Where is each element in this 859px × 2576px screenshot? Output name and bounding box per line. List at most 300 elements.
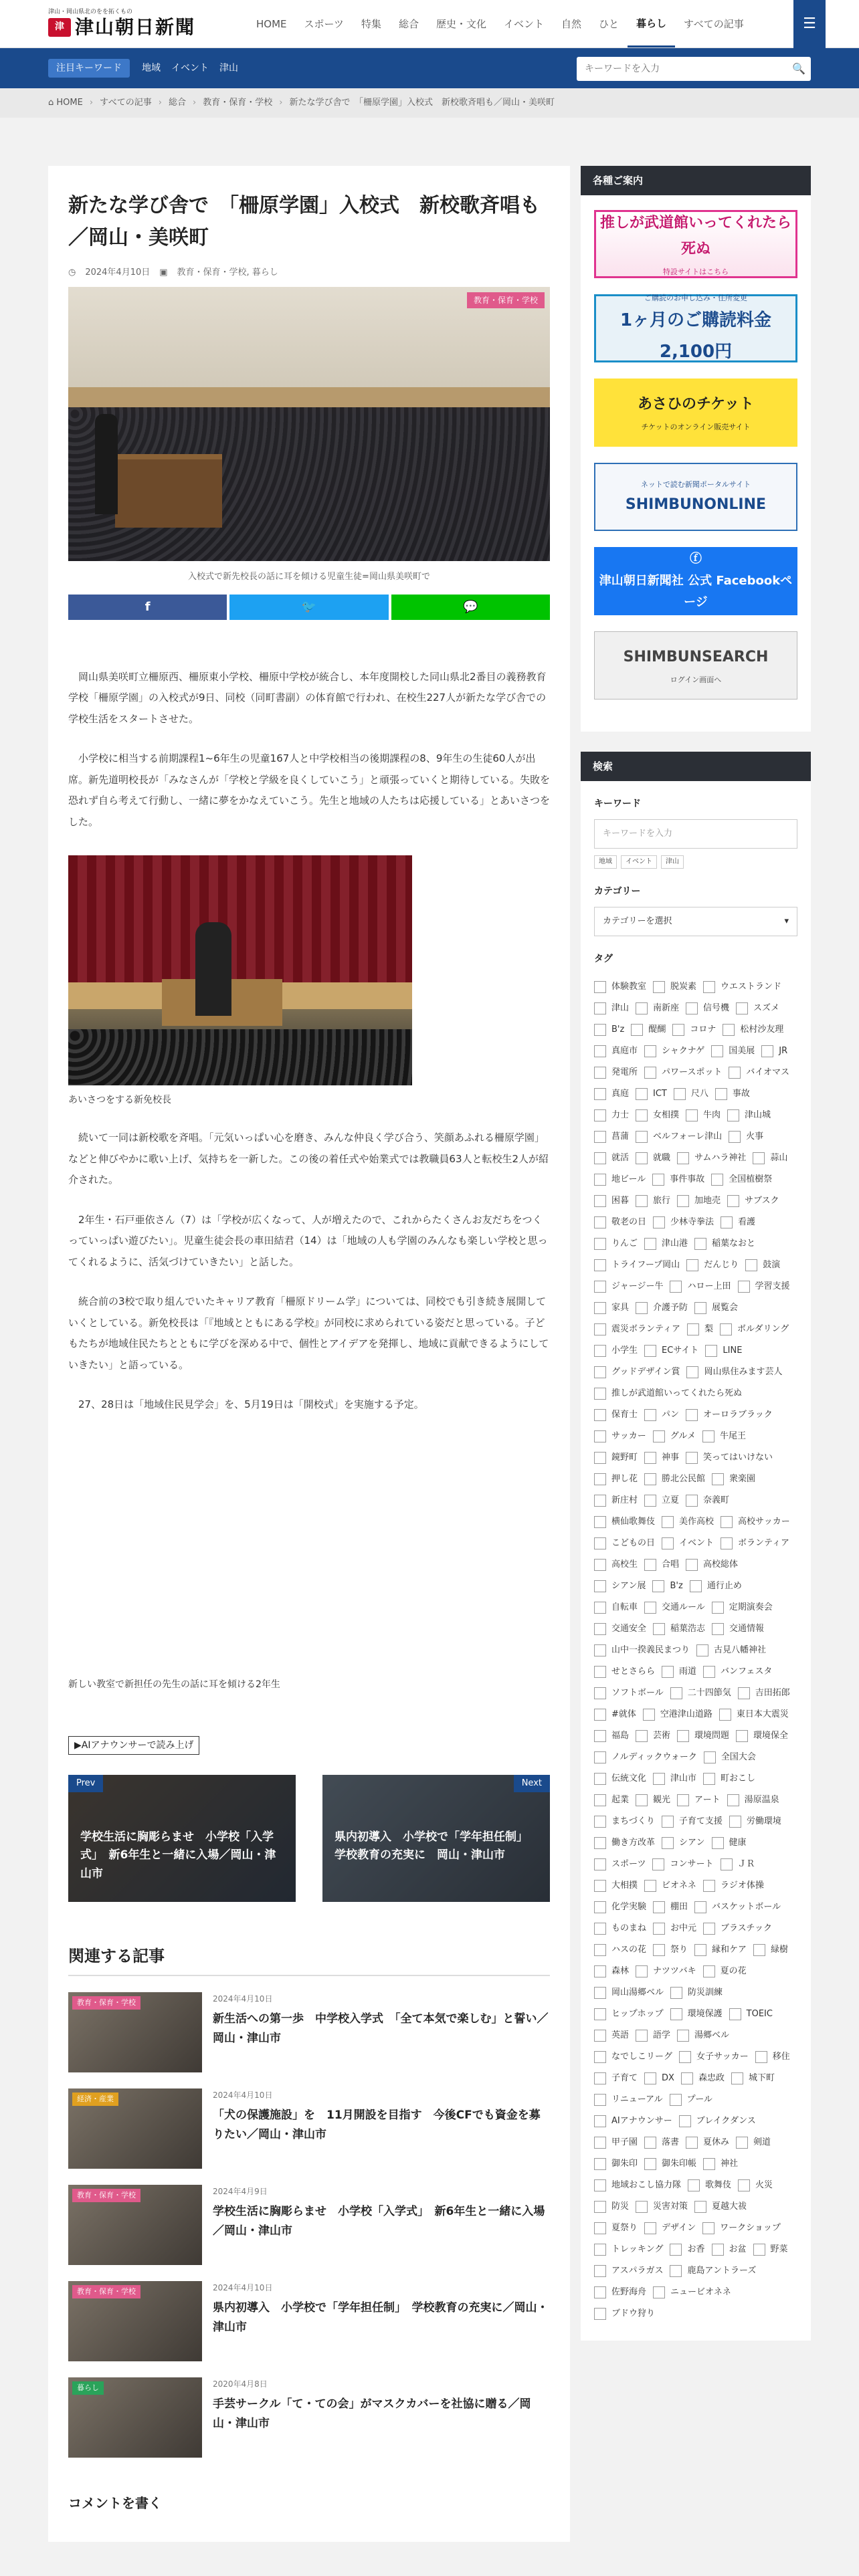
tag-checkbox[interactable] — [738, 1683, 790, 1704]
tag-checkbox[interactable] — [755, 2046, 790, 2068]
checkbox[interactable] — [644, 1495, 656, 1507]
tag-checkbox[interactable] — [636, 1190, 670, 1212]
tag-checkbox[interactable] — [594, 2282, 646, 2303]
checkbox[interactable] — [662, 1516, 674, 1528]
checkbox[interactable] — [594, 2072, 606, 2084]
checkbox[interactable] — [703, 1923, 715, 1935]
checkbox[interactable] — [652, 1580, 664, 1592]
tag-checkbox[interactable] — [720, 1319, 789, 1340]
tag-checkbox[interactable] — [652, 1854, 713, 1875]
tag-checkbox[interactable] — [594, 1041, 638, 1062]
checkbox[interactable] — [644, 1452, 656, 1464]
related-item[interactable] — [68, 2281, 550, 2361]
checkbox[interactable] — [594, 1987, 606, 1999]
tag-checkbox[interactable] — [694, 1297, 738, 1319]
tag-checkbox[interactable] — [703, 1961, 747, 1982]
tag-checkbox[interactable] — [679, 2111, 756, 2132]
nav-sports[interactable]: スポーツ — [304, 18, 344, 30]
checkbox[interactable] — [653, 2286, 665, 2298]
tag-checkbox[interactable] — [594, 1212, 646, 1233]
checkbox[interactable] — [594, 1024, 606, 1036]
checkbox[interactable] — [702, 2222, 714, 2234]
checkbox[interactable] — [594, 1730, 606, 1742]
tag-checkbox[interactable] — [636, 1148, 670, 1169]
tag-checkbox[interactable] — [636, 1083, 667, 1105]
related-thumbnail[interactable] — [68, 2088, 202, 2169]
checkbox[interactable] — [738, 1687, 750, 1699]
tag-checkbox[interactable] — [738, 2175, 773, 2196]
tag-checkbox[interactable] — [594, 1982, 664, 2004]
tag-checkbox[interactable] — [723, 1019, 783, 1041]
checkbox[interactable] — [738, 2179, 750, 2191]
checkbox[interactable] — [702, 1430, 714, 1442]
checkbox[interactable] — [653, 981, 665, 993]
checkbox[interactable] — [644, 1238, 656, 1250]
nav-history-culture[interactable]: 歴史・文化 — [436, 18, 486, 30]
tag-checkbox[interactable] — [670, 1683, 731, 1704]
tag-checkbox[interactable] — [644, 2153, 696, 2175]
checkbox[interactable] — [594, 1302, 606, 1314]
tag-checkbox[interactable] — [686, 1105, 721, 1126]
tag-checkbox[interactable] — [738, 1276, 790, 1297]
tag-checkbox[interactable] — [670, 2260, 756, 2282]
tag-checkbox[interactable] — [686, 1490, 729, 1511]
checkbox[interactable] — [594, 1430, 606, 1442]
checkbox[interactable] — [644, 2072, 656, 2084]
keyword-chip[interactable]: 津山 — [661, 855, 684, 869]
tag-checkbox[interactable] — [652, 1169, 704, 1190]
checkbox[interactable] — [703, 1773, 715, 1785]
tag-checkbox[interactable] — [594, 1918, 646, 1939]
checkbox[interactable] — [594, 1323, 606, 1335]
sidebar-keyword-input[interactable]: キーワードを入力 — [594, 819, 797, 849]
checkbox[interactable] — [594, 1174, 606, 1186]
subscription-banner[interactable] — [594, 294, 797, 362]
tag-checkbox[interactable] — [594, 2175, 681, 2196]
checkbox[interactable] — [594, 2094, 606, 2106]
tag-checkbox[interactable] — [594, 976, 646, 998]
checkbox[interactable] — [694, 1901, 706, 1913]
checkbox[interactable] — [594, 1088, 606, 1100]
tag-checkbox[interactable] — [662, 1533, 714, 1554]
related-thumbnail[interactable] — [68, 2185, 202, 2265]
checkbox[interactable] — [686, 1495, 698, 1507]
tag-checkbox[interactable] — [729, 1062, 789, 1083]
tag-checkbox[interactable] — [731, 2068, 775, 2089]
tag-checkbox[interactable] — [594, 1704, 636, 1725]
checkbox[interactable] — [594, 981, 606, 993]
tag-checkbox[interactable] — [594, 1811, 655, 1832]
checkbox[interactable] — [594, 1901, 606, 1913]
tag-checkbox[interactable] — [703, 2153, 738, 2175]
checkbox[interactable] — [652, 1858, 664, 1870]
keyword-chip[interactable]: 地域 — [594, 855, 617, 869]
tag-checkbox[interactable] — [594, 2004, 664, 2025]
tag-checkbox[interactable] — [594, 1062, 638, 1083]
tag-checkbox[interactable] — [594, 2260, 663, 2282]
site-logo[interactable] — [48, 9, 195, 37]
checkbox[interactable] — [594, 1195, 606, 1207]
tag-checkbox[interactable] — [644, 1469, 705, 1490]
tag-checkbox[interactable] — [594, 1276, 663, 1297]
tag-checkbox[interactable] — [643, 1704, 712, 1725]
tag-checkbox[interactable] — [636, 2025, 670, 2046]
checkbox[interactable] — [594, 1944, 606, 1956]
tag-checkbox[interactable] — [594, 1383, 742, 1404]
checkbox[interactable] — [712, 2244, 724, 2256]
checkbox[interactable] — [594, 2137, 606, 2149]
tag-checkbox[interactable] — [729, 2004, 773, 2025]
checkbox[interactable] — [694, 1238, 706, 1250]
checkbox[interactable] — [670, 2094, 682, 2106]
checkbox[interactable] — [594, 2308, 606, 2320]
related-title[interactable]: 新生活への第一歩 中学校入学式 「全て本気で楽しむ」と誓い／岡山・津山市 — [213, 2012, 549, 2045]
checkbox[interactable] — [594, 1559, 606, 1571]
checkbox[interactable] — [594, 1666, 606, 1678]
checkbox[interactable] — [753, 1152, 765, 1164]
tag-checkbox[interactable] — [644, 1554, 679, 1576]
tag-checkbox[interactable] — [712, 1618, 764, 1640]
tag-checkbox[interactable] — [703, 1661, 772, 1683]
checkbox[interactable] — [594, 2051, 606, 2063]
related-item[interactable] — [68, 1992, 550, 2072]
checkbox[interactable] — [686, 1559, 698, 1571]
tag-checkbox[interactable] — [653, 1897, 688, 1918]
related-item[interactable] — [68, 2377, 550, 2458]
checkbox[interactable] — [662, 1837, 674, 1849]
tag-checkbox[interactable] — [686, 1404, 773, 1426]
checkbox[interactable] — [694, 1302, 706, 1314]
nav-nature[interactable]: 自然 — [561, 18, 581, 30]
checkbox[interactable] — [721, 1858, 733, 1870]
checkbox[interactable] — [644, 1409, 656, 1421]
checkbox[interactable] — [674, 1088, 686, 1100]
checkbox[interactable] — [729, 2008, 741, 2020]
checkbox[interactable] — [636, 2201, 648, 2213]
tag-checkbox[interactable] — [594, 1340, 638, 1362]
checkbox[interactable] — [729, 1816, 741, 1828]
checkbox[interactable] — [704, 1751, 716, 1763]
tag-checkbox[interactable] — [679, 2046, 749, 2068]
checkbox[interactable] — [690, 1580, 702, 1592]
tag-checkbox[interactable] — [705, 1340, 742, 1362]
tag-checkbox[interactable] — [721, 1212, 755, 1233]
related-title[interactable]: 県内初導入 小学校で「学年担任制」 学校教育の充実に／岡山・津山市 — [213, 2300, 549, 2334]
checkbox[interactable] — [594, 1045, 606, 1057]
tag-checkbox[interactable] — [686, 1447, 773, 1469]
tag-checkbox[interactable] — [644, 1875, 696, 1897]
tag-checkbox[interactable] — [736, 2132, 771, 2153]
tag-checkbox[interactable] — [753, 1939, 788, 1961]
checkbox[interactable] — [594, 2265, 606, 2277]
checkbox[interactable] — [594, 1880, 606, 1892]
tag-checkbox[interactable] — [594, 1297, 629, 1319]
checkbox[interactable] — [653, 1623, 665, 1635]
tag-checkbox[interactable] — [594, 1255, 680, 1276]
tag-checkbox[interactable] — [694, 1939, 747, 1961]
checkbox[interactable] — [670, 2244, 682, 2256]
checkbox[interactable] — [594, 1537, 606, 1549]
checkbox[interactable] — [686, 1109, 698, 1121]
checkbox[interactable] — [677, 1794, 689, 1806]
tag-checkbox[interactable] — [719, 1704, 789, 1725]
checkbox[interactable] — [594, 2244, 606, 2256]
tag-checkbox[interactable] — [594, 2196, 629, 2218]
related-thumbnail[interactable] — [68, 2377, 202, 2458]
tag-checkbox[interactable] — [594, 1897, 646, 1918]
checkbox[interactable] — [703, 1880, 715, 1892]
tag-checkbox[interactable] — [721, 1533, 789, 1554]
tag-checkbox[interactable] — [745, 1255, 780, 1276]
checkbox[interactable] — [729, 1067, 741, 1079]
checkbox[interactable] — [670, 2008, 682, 2020]
checkbox[interactable] — [720, 1323, 732, 1335]
next-article-card[interactable] — [322, 1775, 550, 1902]
checkbox[interactable] — [594, 2179, 606, 2191]
tag-checkbox[interactable] — [594, 1961, 629, 1982]
checkbox[interactable] — [594, 2201, 606, 2213]
tag-checkbox[interactable] — [677, 1190, 721, 1212]
tag-checkbox[interactable] — [729, 1126, 763, 1148]
tag-checkbox[interactable] — [703, 1768, 755, 1790]
tag-checkbox[interactable] — [636, 1725, 670, 1747]
tag-checkbox[interactable] — [653, 2282, 731, 2303]
checkbox[interactable] — [594, 2030, 606, 2042]
nav-home[interactable]: HOME — [256, 18, 287, 30]
tag-checkbox[interactable] — [594, 1404, 638, 1426]
keyword-link-event[interactable]: イベント — [171, 63, 209, 74]
checkbox[interactable] — [677, 1730, 689, 1742]
checkbox[interactable] — [721, 1537, 733, 1549]
checkbox[interactable] — [644, 1559, 656, 1571]
checkbox[interactable] — [694, 1944, 706, 1956]
checkbox[interactable] — [677, 2030, 689, 2042]
tag-checkbox[interactable] — [670, 1982, 723, 2004]
checkbox[interactable] — [644, 1602, 656, 1614]
checkbox[interactable] — [594, 2286, 606, 2298]
checkbox[interactable] — [594, 1388, 606, 1400]
tag-checkbox[interactable] — [594, 1790, 629, 1811]
shimbun-search-banner[interactable] — [594, 631, 797, 700]
checkbox[interactable] — [736, 1730, 748, 1742]
checkbox[interactable] — [715, 1088, 727, 1100]
checkbox[interactable] — [594, 1495, 606, 1507]
tag-checkbox[interactable] — [594, 1640, 690, 1661]
tag-checkbox[interactable] — [644, 1490, 679, 1511]
tag-checkbox[interactable] — [688, 2175, 731, 2196]
checkbox[interactable] — [753, 1944, 765, 1956]
checkbox[interactable] — [652, 1174, 664, 1186]
checkbox[interactable] — [636, 1088, 648, 1100]
tag-checkbox[interactable] — [686, 998, 729, 1019]
checkbox[interactable] — [686, 2137, 698, 2149]
tag-checkbox[interactable] — [715, 1083, 750, 1105]
tag-checkbox[interactable] — [594, 1233, 638, 1255]
tag-checkbox[interactable] — [594, 1554, 638, 1576]
tag-checkbox[interactable] — [594, 1875, 638, 1897]
tag-checkbox[interactable] — [653, 1918, 696, 1939]
shimbun-online-banner[interactable] — [594, 463, 797, 531]
tag-checkbox[interactable] — [644, 1062, 722, 1083]
tag-checkbox[interactable] — [644, 1404, 679, 1426]
checkbox[interactable] — [653, 1216, 665, 1228]
checkbox[interactable] — [670, 1987, 682, 1999]
checkbox[interactable] — [644, 2158, 656, 2170]
checkbox[interactable] — [711, 1174, 723, 1186]
tag-checkbox[interactable] — [594, 1832, 655, 1854]
checkbox[interactable] — [736, 1002, 748, 1014]
checkbox[interactable] — [686, 1259, 698, 1271]
checkbox[interactable] — [636, 1730, 648, 1742]
tag-checkbox[interactable] — [662, 1511, 714, 1533]
tag-checkbox[interactable] — [594, 2218, 638, 2239]
checkbox[interactable] — [594, 1259, 606, 1271]
checkbox[interactable] — [662, 1816, 674, 1828]
tag-checkbox[interactable] — [594, 1747, 697, 1768]
checkbox[interactable] — [712, 1623, 724, 1635]
checkbox[interactable] — [719, 1709, 731, 1721]
checkbox[interactable] — [636, 1965, 648, 1977]
checkbox[interactable] — [594, 1751, 606, 1763]
checkbox[interactable] — [670, 1687, 682, 1699]
checkbox[interactable] — [644, 1473, 656, 1485]
tag-checkbox[interactable] — [712, 1597, 773, 1618]
line-share-button[interactable] — [391, 595, 550, 620]
tag-checkbox[interactable] — [652, 1576, 682, 1597]
tag-checkbox[interactable] — [753, 1148, 787, 1169]
checkbox[interactable] — [594, 1687, 606, 1699]
checkbox[interactable] — [686, 1452, 698, 1464]
tag-checkbox[interactable] — [594, 1190, 629, 1212]
checkbox[interactable] — [755, 2051, 767, 2063]
checkbox[interactable] — [727, 1109, 739, 1121]
tag-checkbox[interactable] — [594, 2153, 638, 2175]
tag-checkbox[interactable] — [644, 2218, 696, 2239]
checkbox[interactable] — [636, 1152, 648, 1164]
tag-checkbox[interactable] — [662, 1661, 696, 1683]
checkbox[interactable] — [643, 1709, 655, 1721]
tag-checkbox[interactable] — [594, 1725, 629, 1747]
checkbox[interactable] — [727, 1794, 739, 1806]
tag-checkbox[interactable] — [653, 1939, 688, 1961]
checkbox[interactable] — [594, 1473, 606, 1485]
tag-checkbox[interactable] — [594, 2132, 638, 2153]
related-item[interactable] — [68, 2088, 550, 2169]
category-badge[interactable]: 教育・保育・学校 — [467, 292, 545, 308]
checkbox[interactable] — [631, 1024, 643, 1036]
tag-checkbox[interactable] — [670, 2239, 704, 2260]
related-thumbnail[interactable] — [68, 2281, 202, 2361]
checkbox[interactable] — [644, 2222, 656, 2234]
checkbox[interactable] — [594, 1580, 606, 1592]
checkbox[interactable] — [761, 1045, 773, 1057]
tag-checkbox[interactable] — [761, 1041, 787, 1062]
checkbox[interactable] — [653, 1944, 665, 1956]
tag-checkbox[interactable] — [662, 1832, 704, 1854]
nav-events[interactable]: イベント — [503, 18, 544, 30]
tag-checkbox[interactable] — [594, 2111, 672, 2132]
related-title[interactable]: 「犬の保護施設」を 11月開設を目指す 今後CFでも資金を募りたい／岡山・津山市 — [213, 2108, 541, 2141]
checkbox[interactable] — [636, 1131, 648, 1143]
checkbox[interactable] — [594, 1623, 606, 1635]
checkbox[interactable] — [594, 1067, 606, 1079]
checkbox[interactable] — [636, 1195, 648, 1207]
tag-checkbox[interactable] — [636, 1961, 696, 1982]
twitter-share-button[interactable] — [229, 595, 388, 620]
tag-checkbox[interactable] — [594, 1083, 629, 1105]
tag-checkbox[interactable] — [594, 1105, 629, 1126]
tag-checkbox[interactable] — [721, 1854, 755, 1875]
tag-checkbox[interactable] — [644, 2132, 679, 2153]
checkbox[interactable] — [727, 1195, 739, 1207]
tag-checkbox[interactable] — [736, 1725, 788, 1747]
tag-checkbox[interactable] — [686, 1255, 739, 1276]
checkbox[interactable] — [594, 1131, 606, 1143]
tag-checkbox[interactable] — [672, 1019, 716, 1041]
checkbox[interactable] — [703, 981, 715, 993]
tag-checkbox[interactable] — [594, 1426, 646, 1447]
checkbox[interactable] — [694, 2201, 706, 2213]
nav-general[interactable]: 総合 — [398, 18, 419, 30]
tag-checkbox[interactable] — [653, 1212, 714, 1233]
tag-checkbox[interactable] — [594, 1576, 646, 1597]
checkbox[interactable] — [745, 1259, 757, 1271]
checkbox[interactable] — [644, 1067, 656, 1079]
tag-checkbox[interactable] — [594, 1768, 646, 1790]
checkbox[interactable] — [721, 1216, 733, 1228]
tag-checkbox[interactable] — [636, 1105, 679, 1126]
tag-checkbox[interactable] — [703, 976, 781, 998]
tag-checkbox[interactable] — [594, 1490, 638, 1511]
checkbox[interactable] — [672, 1024, 684, 1036]
tag-checkbox[interactable] — [686, 1554, 738, 1576]
checkbox[interactable] — [594, 1216, 606, 1228]
tag-checkbox[interactable] — [677, 2025, 729, 2046]
tag-checkbox[interactable] — [674, 1083, 708, 1105]
tag-checkbox[interactable] — [644, 1447, 679, 1469]
checkbox[interactable] — [686, 1409, 698, 1421]
tag-checkbox[interactable] — [594, 2046, 672, 2068]
checkbox[interactable] — [594, 1923, 606, 1935]
tag-checkbox[interactable] — [736, 998, 779, 1019]
checkbox[interactable] — [594, 1773, 606, 1785]
tag-checkbox[interactable] — [594, 1447, 638, 1469]
tag-checkbox[interactable] — [594, 2303, 655, 2325]
checkbox[interactable] — [594, 1152, 606, 1164]
tag-checkbox[interactable] — [594, 1362, 680, 1383]
tag-checkbox[interactable] — [703, 1875, 764, 1897]
related-title[interactable]: 手芸サークル「て・ての会」がマスクカバーを社協に贈る／岡山・津山市 — [213, 2397, 531, 2430]
checkbox[interactable] — [636, 1109, 648, 1121]
tag-checkbox[interactable] — [631, 1019, 666, 1041]
tag-checkbox[interactable] — [594, 998, 629, 1019]
nav-living[interactable]: 暮らし — [628, 1, 675, 47]
tag-checkbox[interactable] — [594, 1469, 638, 1490]
tag-checkbox[interactable] — [711, 1041, 755, 1062]
tag-checkbox[interactable] — [670, 1276, 731, 1297]
breadcrumb-all[interactable]: すべての記事 — [100, 98, 152, 108]
checkbox[interactable] — [753, 2244, 765, 2256]
checkbox[interactable] — [712, 1602, 724, 1614]
checkbox[interactable] — [688, 2179, 700, 2191]
nav-all-articles[interactable]: すべての記事 — [684, 18, 744, 30]
checkbox[interactable] — [594, 1837, 606, 1849]
tag-checkbox[interactable] — [662, 1811, 723, 1832]
tag-checkbox[interactable] — [721, 1511, 790, 1533]
tag-checkbox[interactable] — [594, 1019, 624, 1041]
tag-checkbox[interactable] — [653, 976, 696, 998]
tag-checkbox[interactable] — [677, 1790, 721, 1811]
